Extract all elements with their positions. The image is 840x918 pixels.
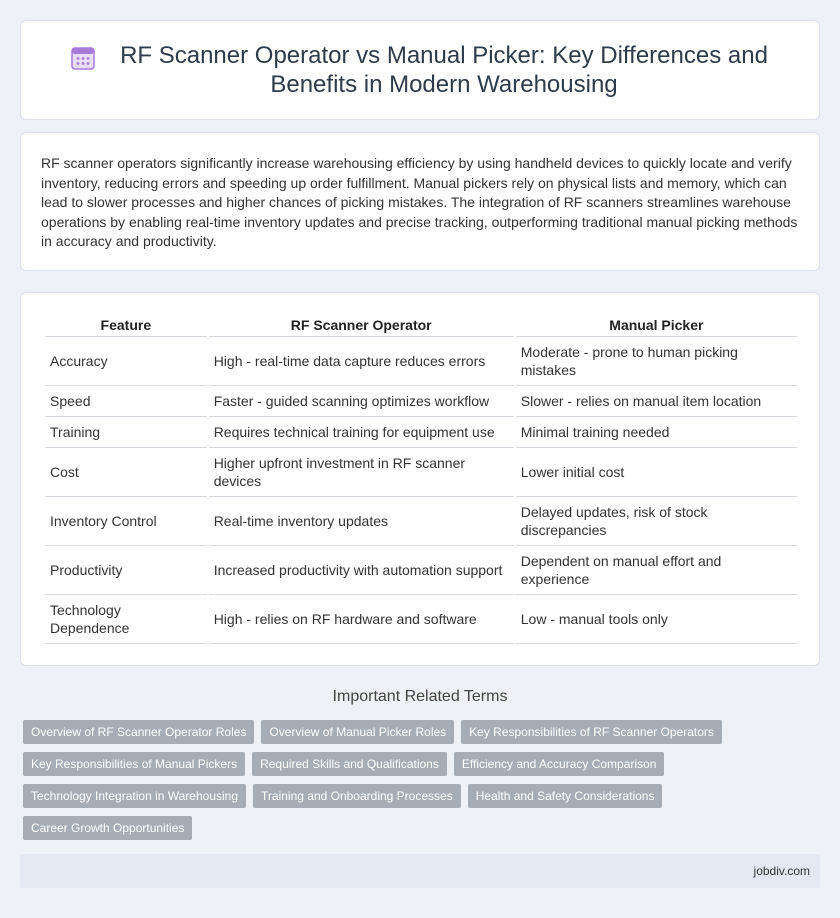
- related-term-tag[interactable]: Career Growth Opportunities: [23, 816, 192, 840]
- table-cell-feature: Cost: [45, 448, 207, 497]
- comparison-table-card: [20, 292, 820, 666]
- tag-row: [23, 720, 723, 744]
- related-term-tag[interactable]: Key Responsibilities of Manual Pickers: [23, 752, 245, 776]
- related-terms-heading: Important Related Terms: [332, 688, 508, 705]
- table-row: [45, 497, 797, 546]
- table-cell-feature: Speed: [45, 386, 207, 417]
- footer: [20, 854, 820, 888]
- table-cell-manual: Low - manual tools only: [516, 595, 797, 644]
- related-terms-list: [23, 720, 723, 848]
- tag-row: [23, 784, 723, 808]
- table-cell-rf: Increased productivity with automation support: [209, 546, 514, 595]
- related-term-tag[interactable]: Training and Onboarding Processes: [253, 784, 461, 808]
- table-cell-manual: Delayed updates, risk of stock discrepancies: [516, 497, 797, 546]
- comparison-table: [43, 311, 799, 644]
- table-row: [45, 546, 797, 595]
- related-term-tag[interactable]: Overview of RF Scanner Operator Roles: [23, 720, 254, 744]
- table-cell-rf: Real-time inventory updates: [209, 497, 514, 546]
- page-title: RF Scanner Operator vs Manual Picker: Key Differences and Benefits in Modern Warehousing: [120, 42, 768, 98]
- calendar-icon: [70, 45, 96, 71]
- table-row: [45, 448, 797, 497]
- table-row: [45, 417, 797, 448]
- table-cell-feature: Accuracy: [45, 337, 207, 386]
- table-cell-manual: Lower initial cost: [516, 448, 797, 497]
- table-cell-manual: Minimal training needed: [516, 417, 797, 448]
- table-row: [45, 386, 797, 417]
- title-wrap: [70, 41, 770, 99]
- table-cell-rf: Faster - guided scanning optimizes workflow: [209, 386, 514, 417]
- table-cell-rf: Requires technical training for equipment use: [209, 417, 514, 448]
- table-cell-manual: Moderate - prone to human picking mistakes: [516, 337, 797, 386]
- related-term-tag[interactable]: Required Skills and Qualifications: [252, 752, 447, 776]
- table-cell-feature: Technology Dependence: [45, 595, 207, 644]
- table-row: [45, 595, 797, 644]
- title-card: [20, 20, 820, 120]
- table-cell-manual: Slower - relies on manual item location: [516, 386, 797, 417]
- table-cell-feature: Inventory Control: [45, 497, 207, 546]
- table-cell-manual: Dependent on manual effort and experience: [516, 546, 797, 595]
- related-term-tag[interactable]: Health and Safety Considerations: [468, 784, 663, 808]
- summary-text: RF scanner operators significantly increase warehousing efficiency by using handheld devices to quickly locate and verify inventory, reducing errors and speeding up order fulfillment. Manual pickers rely on physical lists and memory, which can lead to slower processes and higher chances of picking mistakes. The integration of RF scanners streamlines warehouse operations by enabling real-time inventory updates and precise tracking, outperforming traditional manual picking methods in accuracy and productivity.: [41, 155, 798, 249]
- header-manual-picker: Manual Picker: [516, 311, 797, 337]
- summary-card: [20, 132, 820, 271]
- related-term-tag[interactable]: Technology Integration in Warehousing: [23, 784, 246, 808]
- table-cell-rf: Higher upfront investment in RF scanner devices: [209, 448, 514, 497]
- table-cell-rf: High - real-time data capture reduces errors: [209, 337, 514, 386]
- table-row: [45, 337, 797, 386]
- related-term-tag[interactable]: Key Responsibilities of RF Scanner Operators: [461, 720, 722, 744]
- related-term-tag[interactable]: Overview of Manual Picker Roles: [261, 720, 454, 744]
- footer-site-link[interactable]: jobdiv.com: [753, 864, 810, 878]
- header-feature: Feature: [45, 311, 207, 337]
- tag-row: [23, 816, 723, 840]
- related-term-tag[interactable]: Efficiency and Accuracy Comparison: [454, 752, 665, 776]
- table-cell-feature: Training: [45, 417, 207, 448]
- table-header-row: [45, 311, 797, 337]
- table-cell-feature: Productivity: [45, 546, 207, 595]
- table-cell-rf: High - relies on RF hardware and software: [209, 595, 514, 644]
- tag-row: [23, 752, 723, 776]
- header-rf-scanner-operator: RF Scanner Operator: [209, 311, 514, 337]
